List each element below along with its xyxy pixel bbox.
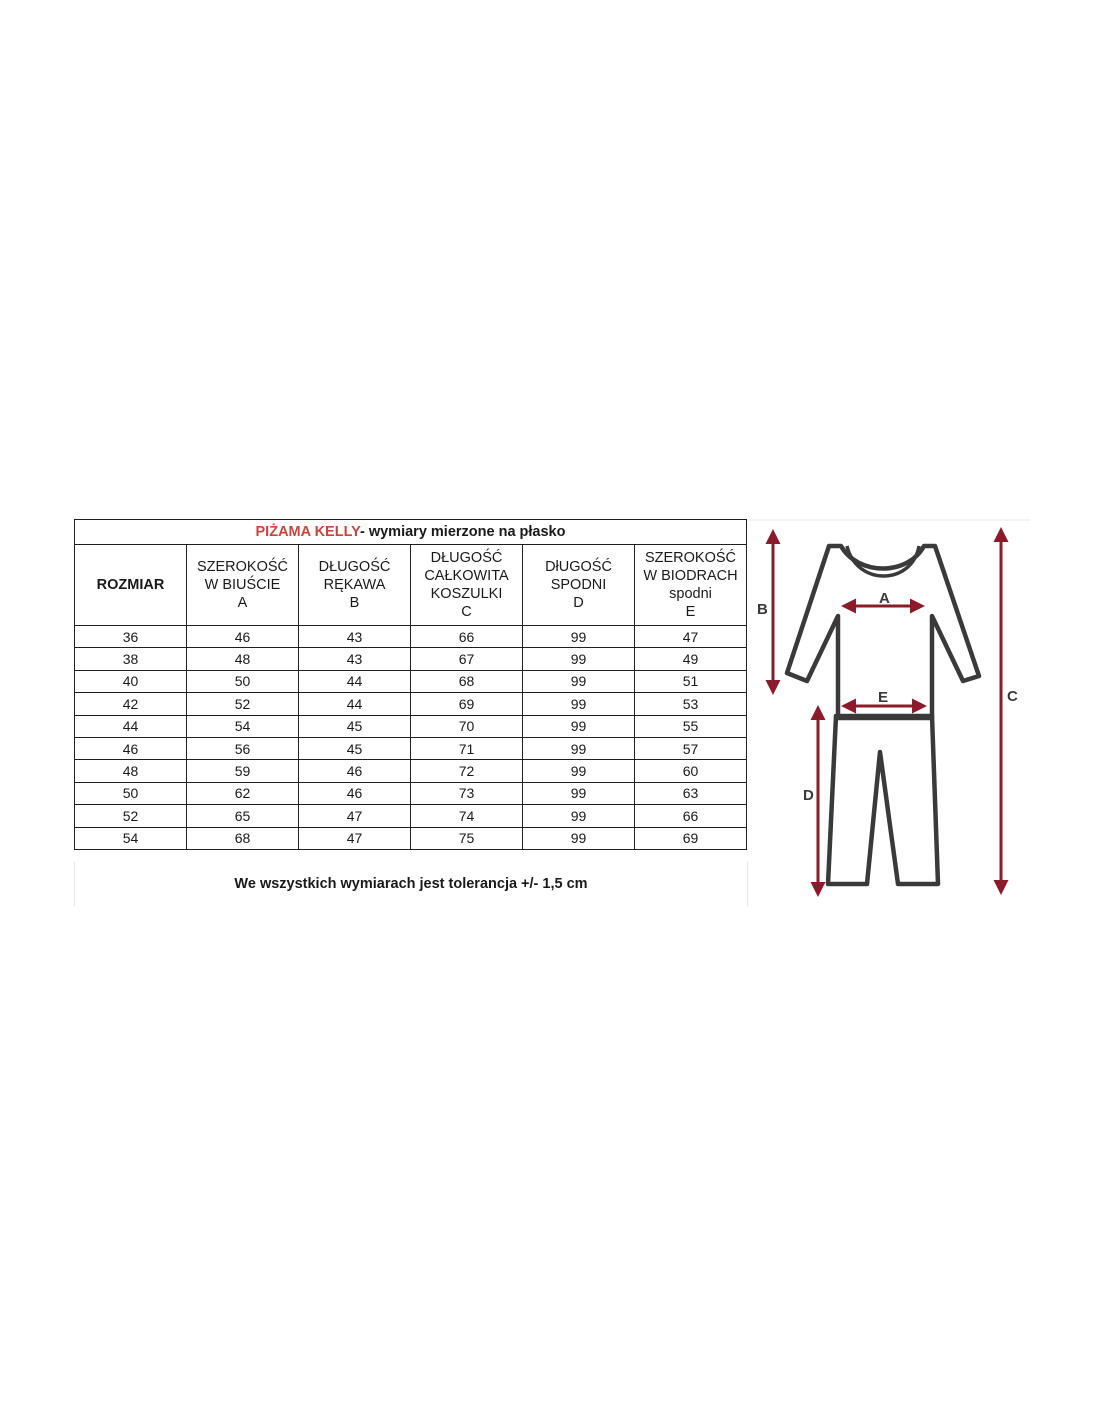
- table-cell: 44: [299, 693, 411, 715]
- table-cell: 40: [75, 670, 187, 692]
- table-cell: 47: [299, 827, 411, 849]
- table-cell: 49: [635, 648, 747, 670]
- column-header: [299, 545, 411, 626]
- column-header-line: W BIODRACH: [643, 568, 738, 584]
- table-cell: 55: [635, 715, 747, 737]
- table-cell: 44: [75, 715, 187, 737]
- table-cell: 42: [75, 693, 187, 715]
- column-header-line: KOSZULKI: [430, 586, 503, 602]
- column-header-line: A: [237, 595, 248, 611]
- table-cell: 99: [523, 827, 635, 849]
- table-cell: 46: [187, 626, 299, 648]
- column-header-line: RĘKAWA: [323, 577, 386, 593]
- table-row: [75, 737, 747, 759]
- table-cell: 99: [523, 805, 635, 827]
- table-cell: 46: [75, 737, 187, 759]
- label-c: C: [1007, 688, 1018, 705]
- table-cell: 70: [411, 715, 523, 737]
- table-cell: 74: [411, 805, 523, 827]
- table-cell: 46: [299, 782, 411, 804]
- table-cell: 45: [299, 715, 411, 737]
- table-cell: 50: [75, 782, 187, 804]
- table-cell: 75: [411, 827, 523, 849]
- column-header-line: SZEROKOŚĆ: [196, 559, 289, 575]
- table-cell: 66: [411, 626, 523, 648]
- table-row: [75, 626, 747, 648]
- table-row: [75, 715, 747, 737]
- table-cell: 68: [187, 827, 299, 849]
- table-cell: 72: [411, 760, 523, 782]
- table-cell: 67: [411, 648, 523, 670]
- table-cell: 48: [75, 760, 187, 782]
- table-row: [75, 760, 747, 782]
- table-cell: 60: [635, 760, 747, 782]
- column-header-line: spodni: [669, 586, 712, 602]
- table-body: [75, 626, 747, 850]
- table-row: [75, 782, 747, 804]
- pajama-measurement-diagram: [748, 518, 1038, 910]
- table-cell: 38: [75, 648, 187, 670]
- table-cell: 36: [75, 626, 187, 648]
- table-cell: 44: [299, 670, 411, 692]
- column-header-line: ROZMIAR: [96, 577, 165, 593]
- column-header: [75, 545, 187, 626]
- table-cell: 48: [187, 648, 299, 670]
- table-cell: 73: [411, 782, 523, 804]
- column-header-line: SZEROKOŚĆ: [644, 550, 737, 566]
- table-cell: 68: [411, 670, 523, 692]
- column-header-line: E: [685, 604, 696, 620]
- label-d: D: [803, 787, 814, 804]
- label-e: E: [878, 689, 889, 706]
- table-cell: 50: [187, 670, 299, 692]
- table-cell: 99: [523, 782, 635, 804]
- label-b: B: [757, 601, 768, 618]
- table-row: [75, 827, 747, 849]
- table-cell: 99: [523, 760, 635, 782]
- table-cell: 47: [299, 805, 411, 827]
- column-header: [187, 545, 299, 626]
- table-cell: 69: [635, 827, 747, 849]
- table-cell: 66: [635, 805, 747, 827]
- column-header-line: C: [461, 604, 472, 620]
- header-row: [75, 545, 747, 626]
- table-cell: 43: [299, 626, 411, 648]
- column-header-line: B: [349, 595, 360, 611]
- table-cell: 57: [635, 737, 747, 759]
- label-a: A: [879, 590, 890, 607]
- table-cell: 99: [523, 737, 635, 759]
- table-cell: 56: [187, 737, 299, 759]
- column-header-line: D: [573, 595, 584, 611]
- column-header-line: SPODNI: [550, 577, 607, 593]
- column-header: [411, 545, 523, 626]
- table-cell: 54: [75, 827, 187, 849]
- table-row: [75, 693, 747, 715]
- table-cell: 63: [635, 782, 747, 804]
- table-cell: 53: [635, 693, 747, 715]
- title-subtitle: - wymiary mierzone na płasko: [359, 524, 566, 540]
- column-header: [635, 545, 747, 626]
- table-cell: 59: [187, 760, 299, 782]
- table-row: [75, 805, 747, 827]
- table-title: [75, 520, 747, 545]
- table-cell: 54: [187, 715, 299, 737]
- size-table: [74, 519, 747, 850]
- table-cell: 65: [187, 805, 299, 827]
- table-cell: 45: [299, 737, 411, 759]
- table-cell: 46: [299, 760, 411, 782]
- table-cell: 71: [411, 737, 523, 759]
- table-cell: 69: [411, 693, 523, 715]
- table-cell: 99: [523, 670, 635, 692]
- column-header-line: DłUGOŚĆ: [545, 559, 612, 575]
- column-header-line: W BIUŚCIE: [204, 577, 281, 593]
- column-header-line: DŁUGOŚĆ: [430, 550, 503, 566]
- title-brand: PIŻAMA KELLY: [255, 524, 360, 540]
- table-cell: 62: [187, 782, 299, 804]
- table-cell: 52: [75, 805, 187, 827]
- tolerance-note: We wszystkich wymiarach jest tolerancja +/- 1,5 cm: [74, 862, 748, 906]
- table-row: [75, 670, 747, 692]
- table-cell: 52: [187, 693, 299, 715]
- table-row: [75, 648, 747, 670]
- table-cell: 51: [635, 670, 747, 692]
- pants-outline: [828, 716, 938, 884]
- table-cell: 99: [523, 715, 635, 737]
- column-header-line: CAŁKOWITA: [424, 568, 509, 584]
- table-cell: 99: [523, 693, 635, 715]
- column-header: [523, 545, 635, 626]
- table-cell: 99: [523, 648, 635, 670]
- table-cell: 43: [299, 648, 411, 670]
- table-cell: 99: [523, 626, 635, 648]
- table-cell: 47: [635, 626, 747, 648]
- column-header-line: DŁUGOŚĆ: [318, 559, 391, 575]
